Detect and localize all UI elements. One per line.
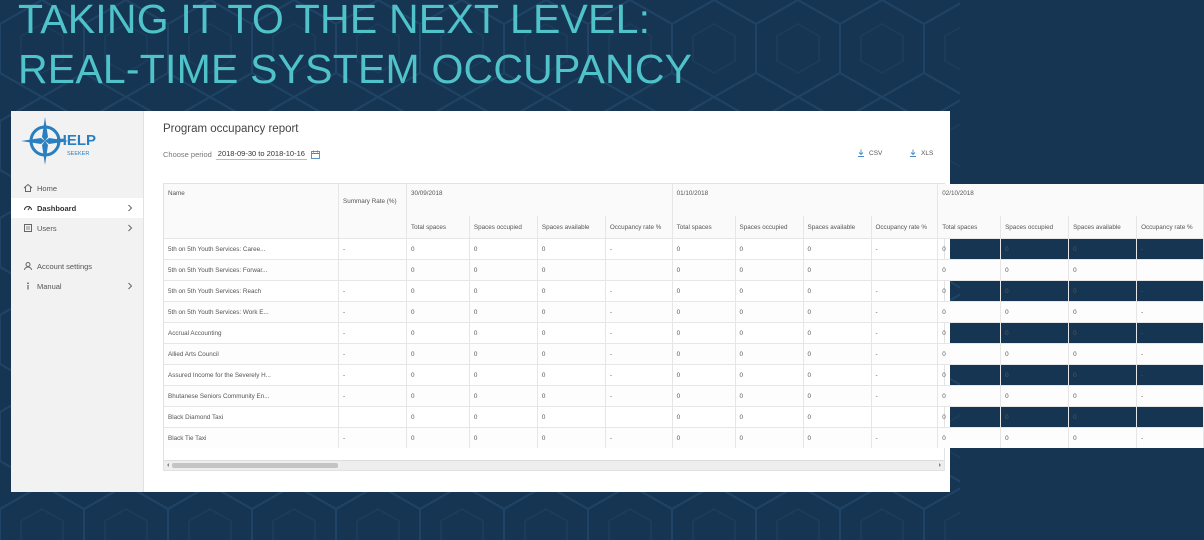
row-cell: -: [871, 323, 938, 344]
info-icon: [23, 281, 33, 291]
row-cell: 0: [672, 386, 735, 407]
help-seeker-logo: [23, 115, 103, 167]
row-summary-rate: [339, 260, 407, 281]
row-cell: 0: [469, 302, 537, 323]
export-xls-button[interactable]: [909, 149, 933, 157]
row-cell: -: [871, 239, 938, 260]
chevron-right-icon: [125, 223, 135, 233]
col-subheader: Spaces available: [1069, 216, 1137, 239]
col-header-date: 02/10/2018: [938, 184, 1204, 216]
row-cell: 0: [469, 407, 537, 428]
row-cell: 0: [735, 365, 803, 386]
row-summary-rate: -: [339, 344, 407, 365]
sidebar-item-label: Dashboard: [37, 203, 77, 213]
row-cell: -: [1137, 281, 1204, 302]
row-cell: 0: [469, 239, 537, 260]
row-cell: -: [1137, 386, 1204, 407]
row-cell: 0: [938, 386, 1001, 407]
table-row[interactable]: [164, 323, 1204, 344]
row-name: Accrual Accounting: [164, 323, 339, 344]
col-subheader: Occupancy rate %: [605, 216, 672, 239]
row-cell: 0: [1001, 239, 1069, 260]
row-cell: 0: [672, 344, 735, 365]
table-row[interactable]: [164, 428, 1204, 449]
table-row[interactable]: [164, 365, 1204, 386]
row-cell: -: [1137, 365, 1204, 386]
row-cell: 0: [672, 260, 735, 281]
row-cell: -: [871, 428, 938, 449]
row-cell: 0: [537, 386, 605, 407]
row-cell: 0: [938, 260, 1001, 281]
row-cell: -: [1137, 323, 1204, 344]
row-cell: 0: [735, 239, 803, 260]
col-header-date: 30/09/2018: [407, 184, 673, 216]
row-cell: 0: [469, 281, 537, 302]
row-cell: -: [605, 239, 672, 260]
sidebar-item-users[interactable]: [11, 218, 143, 238]
row-cell: -: [871, 344, 938, 365]
export-xls-label: XLS: [921, 149, 934, 157]
row-cell: 0: [469, 365, 537, 386]
row-cell: -: [605, 365, 672, 386]
row-cell: 0: [1069, 260, 1137, 281]
row-cell: 0: [1001, 428, 1069, 449]
table-row[interactable]: [164, 407, 1204, 428]
col-header-name: Name: [164, 184, 339, 239]
col-subheader: Total spaces: [938, 216, 1001, 239]
slide-title: [18, 0, 692, 94]
row-cell: -: [605, 428, 672, 449]
row-cell: -: [871, 281, 938, 302]
period-input[interactable]: 2018-09-30 to 2018-10-16: [217, 149, 305, 158]
row-cell: 0: [672, 407, 735, 428]
row-cell: 0: [1001, 344, 1069, 365]
row-summary-rate: -: [339, 281, 407, 302]
chevron-right-icon: [125, 281, 135, 291]
row-cell: 0: [469, 323, 537, 344]
row-summary-rate: -: [339, 386, 407, 407]
row-cell: -: [871, 365, 938, 386]
users-icon: [23, 223, 33, 233]
user-icon: [23, 261, 33, 271]
sidebar-nav: [11, 178, 143, 296]
row-cell: -: [871, 302, 938, 323]
row-cell: 0: [1069, 281, 1137, 302]
download-icon: [857, 149, 865, 157]
row-cell: 0: [938, 281, 1001, 302]
sidebar-item-manual[interactable]: [11, 276, 143, 296]
export-csv-button[interactable]: [857, 149, 882, 157]
report-main: [151, 111, 1193, 492]
row-name: Black Diamond Taxi: [164, 407, 339, 428]
scroll-left-icon[interactable]: [165, 462, 171, 468]
row-name: 5th on 5th Youth Services: Reach: [164, 281, 339, 302]
row-cell: 0: [735, 386, 803, 407]
row-summary-rate: -: [339, 239, 407, 260]
table-row[interactable]: [164, 302, 1204, 323]
row-cell: 0: [938, 239, 1001, 260]
row-cell: 0: [803, 365, 871, 386]
row-summary-rate: -: [339, 323, 407, 344]
row-cell: 0: [469, 260, 537, 281]
row-cell: 0: [735, 281, 803, 302]
row-cell: 0: [672, 302, 735, 323]
row-cell: 0: [735, 344, 803, 365]
row-cell: 0: [1069, 239, 1137, 260]
col-subheader: Spaces available: [537, 216, 605, 239]
row-cell: 0: [407, 428, 470, 449]
row-cell: 0: [537, 302, 605, 323]
row-name: Assured Income for the Severely H...: [164, 365, 339, 386]
row-cell: -: [605, 323, 672, 344]
row-cell: 0: [407, 323, 470, 344]
sidebar-item-account-settings[interactable]: [11, 256, 143, 276]
row-cell: 0: [537, 323, 605, 344]
row-cell: -: [1137, 344, 1204, 365]
row-cell: 0: [469, 386, 537, 407]
row-cell: 0: [938, 344, 1001, 365]
row-name: Black Tie Taxi: [164, 428, 339, 449]
row-cell: 0: [1069, 386, 1137, 407]
row-cell: -: [871, 386, 938, 407]
row-cell: 0: [938, 365, 1001, 386]
sidebar-item-home[interactable]: [11, 178, 143, 198]
row-cell: 0: [735, 407, 803, 428]
row-cell: -: [1137, 428, 1204, 449]
row-cell: 0: [407, 407, 470, 428]
row-cell: 0: [803, 386, 871, 407]
slide-title-line-2: REAL-TIME SYSTEM OCCUPANCY: [18, 46, 693, 92]
row-cell: -: [1137, 302, 1204, 323]
row-cell: 0: [672, 428, 735, 449]
row-cell: 0: [1069, 428, 1137, 449]
row-name: 5th on 5th Youth Services: Caree...: [164, 239, 339, 260]
occupancy-table: [164, 184, 1204, 448]
col-header-summary-rate: Summary Rate (%): [339, 184, 407, 239]
row-cell: 0: [1069, 302, 1137, 323]
row-cell: [605, 260, 672, 281]
row-name: Bhutanese Seniors Community En...: [164, 386, 339, 407]
col-subheader: Spaces occupied: [469, 216, 537, 239]
sidebar-item-label: Users: [37, 223, 57, 233]
col-subheader: Occupancy rate %: [871, 216, 938, 239]
row-cell: 0: [803, 407, 871, 428]
row-name: 5th on 5th Youth Services: Work E...: [164, 302, 339, 323]
occupancy-table-container: [163, 183, 1193, 471]
calendar-icon[interactable]: [311, 150, 320, 159]
row-cell: 0: [803, 239, 871, 260]
row-cell: 0: [803, 260, 871, 281]
row-cell: 0: [1069, 344, 1137, 365]
row-cell: 0: [803, 281, 871, 302]
row-cell: 0: [537, 344, 605, 365]
row-cell: 0: [407, 386, 470, 407]
row-cell: [605, 407, 672, 428]
table-row[interactable]: [164, 344, 1204, 365]
page-title: Program occupancy report: [163, 123, 299, 135]
row-summary-rate: -: [339, 365, 407, 386]
period-picker: [163, 149, 320, 160]
row-name: Allied Arts Council: [164, 344, 339, 365]
col-subheader: Spaces available: [803, 216, 871, 239]
row-cell: 0: [1001, 260, 1069, 281]
table-row[interactable]: [164, 386, 1204, 407]
row-cell: 0: [1001, 386, 1069, 407]
table-row[interactable]: [164, 281, 1204, 302]
col-subheader: Total spaces: [407, 216, 470, 239]
row-cell: 0: [938, 407, 1001, 428]
row-cell: 0: [469, 344, 537, 365]
row-cell: 0: [1069, 365, 1137, 386]
row-cell: [871, 260, 938, 281]
row-name: 5th on 5th Youth Services: Forwar...: [164, 260, 339, 281]
row-cell: [1137, 407, 1204, 428]
row-summary-rate: [339, 407, 407, 428]
row-cell: 0: [407, 260, 470, 281]
sidebar-item-label: Home: [37, 183, 58, 193]
row-cell: -: [605, 281, 672, 302]
logo-subtext: SEEKER: [67, 151, 90, 157]
row-cell: 0: [1001, 365, 1069, 386]
scroll-right-icon[interactable]: [937, 462, 943, 468]
row-cell: 0: [735, 323, 803, 344]
row-cell: 0: [407, 344, 470, 365]
sidebar-item-dashboard[interactable]: [11, 198, 143, 218]
period-label: Choose period: [163, 150, 212, 159]
sidebar-item-label: Account settings: [37, 261, 93, 271]
col-header-date: 01/10/2018: [672, 184, 938, 216]
row-cell: 0: [735, 302, 803, 323]
row-cell: 0: [1001, 302, 1069, 323]
row-cell: 0: [537, 428, 605, 449]
home-icon: [23, 183, 33, 193]
row-cell: [1137, 260, 1204, 281]
col-subheader: Spaces occupied: [735, 216, 803, 239]
row-cell: 0: [735, 260, 803, 281]
horizontal-scrollbar[interactable]: [164, 460, 944, 470]
logo-text: HELP: [56, 132, 97, 149]
screenshot-panel: [11, 111, 1193, 492]
row-summary-rate: -: [339, 428, 407, 449]
sidebar: [11, 111, 144, 492]
table-row[interactable]: [164, 239, 1204, 260]
row-cell: [871, 407, 938, 428]
row-cell: 0: [1069, 407, 1137, 428]
chevron-right-icon: [125, 203, 135, 213]
slide-title-line-1: TAKING IT TO THE NEXT LEVEL:: [18, 0, 651, 42]
row-cell: 0: [803, 302, 871, 323]
download-icon: [909, 149, 917, 157]
row-cell: 0: [407, 281, 470, 302]
row-cell: 0: [407, 302, 470, 323]
dashboard-icon: [23, 203, 33, 213]
row-cell: 0: [407, 365, 470, 386]
col-subheader: Occupancy rate %: [1137, 216, 1204, 239]
row-cell: 0: [1001, 323, 1069, 344]
row-cell: 0: [537, 407, 605, 428]
row-cell: 0: [803, 428, 871, 449]
row-cell: 0: [938, 323, 1001, 344]
row-summary-rate: -: [339, 302, 407, 323]
row-cell: 0: [1001, 407, 1069, 428]
row-cell: 0: [469, 428, 537, 449]
row-cell: 0: [537, 365, 605, 386]
table-row[interactable]: [164, 260, 1204, 281]
row-cell: 0: [938, 428, 1001, 449]
row-cell: 0: [735, 428, 803, 449]
row-cell: -: [605, 302, 672, 323]
row-cell: -: [605, 386, 672, 407]
scroll-thumb[interactable]: [172, 463, 338, 468]
row-cell: 0: [672, 365, 735, 386]
row-cell: 0: [938, 302, 1001, 323]
row-cell: 0: [803, 344, 871, 365]
row-cell: 0: [537, 260, 605, 281]
row-cell: 0: [672, 239, 735, 260]
export-csv-label: CSV: [869, 149, 883, 157]
row-cell: 0: [407, 239, 470, 260]
row-cell: 0: [672, 281, 735, 302]
col-subheader: Spaces occupied: [1001, 216, 1069, 239]
row-cell: 0: [1069, 323, 1137, 344]
row-cell: -: [1137, 239, 1204, 260]
col-subheader: Total spaces: [672, 216, 735, 239]
row-cell: 0: [537, 281, 605, 302]
row-cell: 0: [803, 323, 871, 344]
row-cell: 0: [672, 323, 735, 344]
row-cell: -: [605, 344, 672, 365]
row-cell: 0: [1001, 281, 1069, 302]
sidebar-item-label: Manual: [37, 281, 62, 291]
row-cell: 0: [537, 239, 605, 260]
